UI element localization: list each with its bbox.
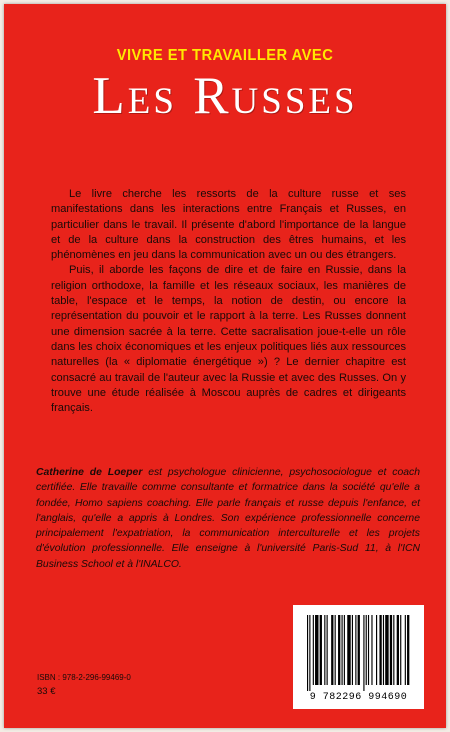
barcode-bar: [368, 615, 369, 685]
barcode-bar: [358, 615, 360, 685]
barcode-bar: [366, 615, 367, 685]
barcode-bar: [355, 615, 356, 685]
barcode-bars: [305, 615, 412, 691]
barcode-bar: [385, 615, 388, 685]
barcode-bar: [352, 615, 353, 685]
barcode-bar: [331, 615, 333, 685]
description-paragraph: Le livre cherche les ressorts de la culture russe et ses manifestations dans les interactions entre Français et Russes, en particulier dans le travail. Il présente d'abord l'importance de la langue et de la culture dans la construction des êtres humains, et les phénomènes en jeu dans la communication avec un ou des étrangers.: [51, 188, 406, 262]
barcode-bar: [376, 615, 377, 685]
barcode-bar: [405, 615, 406, 685]
cover-subtitle: VIVRE ET TRAVAILLER AVEC: [116, 47, 334, 64]
barcode-bar: [347, 615, 350, 685]
barcode-bar: [344, 615, 345, 685]
cover-title: Les Russes: [92, 67, 358, 125]
barcode-number: 9 782296 994690: [309, 692, 408, 703]
barcode-bar: [327, 615, 328, 685]
author-bio: [36, 465, 420, 572]
barcode-bar: [379, 615, 381, 685]
book-back-cover: [4, 4, 446, 728]
barcode-bar: [400, 615, 401, 685]
barcode-bar: [338, 615, 340, 685]
author-bio-text: est psychologue clinicienne, psychosociologue et coach certifiée. Elle travaille comme consultante et formatrice dans la société qu'elle a fondée, Homo sapiens coaching. Elle parle français et russe depuis l'enfance, et l'anglais, qu'elle a appris à Londres. Son expérience professionnelle concerne principalement l'expatriation, la communication interculturelle et les projets d'évolution professionnelle. Elle enseigne à l'université Paris-Sud 11, à l'ICN Business School et à l'INALCO.: [36, 467, 420, 570]
description-paragraph: Puis, il aborde les façons de dire et de faire en Russie, dans la religion orthodoxe, la famille et les réseaux sociaux, les manières de table, l'espace et le temps, la notion de destin, ou encore la représentation du pouvoir et le rapport à la terre. Les Russes donnent une dimension sacrée à la terre. Cette sacralisation joue-t-elle un rôle dans les choix économiques et les enjeux politiques liés aux ressources naturelles (la « diplomatie énergétique ») ? Le dernier chapitre est consacré au travail de l'auteur avec la Russie et avec des Russes. On y trouve une étude réalisée à Moscou auprès de cadres et dirigeants français.: [51, 264, 406, 415]
barcode-bar: [342, 615, 343, 685]
barcode-bar: [315, 615, 318, 685]
barcode-bar: [307, 615, 308, 691]
barcode-bar: [407, 615, 409, 685]
barcode-bar: [335, 615, 336, 685]
price-label: 33 €: [37, 686, 56, 697]
barcode: [293, 605, 424, 709]
barcode-bar: [383, 615, 384, 685]
barcode-bar: [320, 615, 322, 685]
barcode-bar: [309, 615, 310, 691]
barcode-bar: [371, 615, 372, 685]
barcode-bar: [363, 615, 364, 691]
isbn-label: ISBN : 978-2-296-99469-0: [37, 673, 131, 682]
author-name: Catherine de Loeper: [36, 467, 143, 478]
barcode-bar: [324, 615, 325, 685]
barcode-bar: [393, 615, 394, 685]
barcode-bar: [313, 615, 314, 685]
barcode-bar: [397, 615, 399, 685]
book-description: [51, 187, 406, 416]
barcode-bar: [390, 615, 392, 685]
